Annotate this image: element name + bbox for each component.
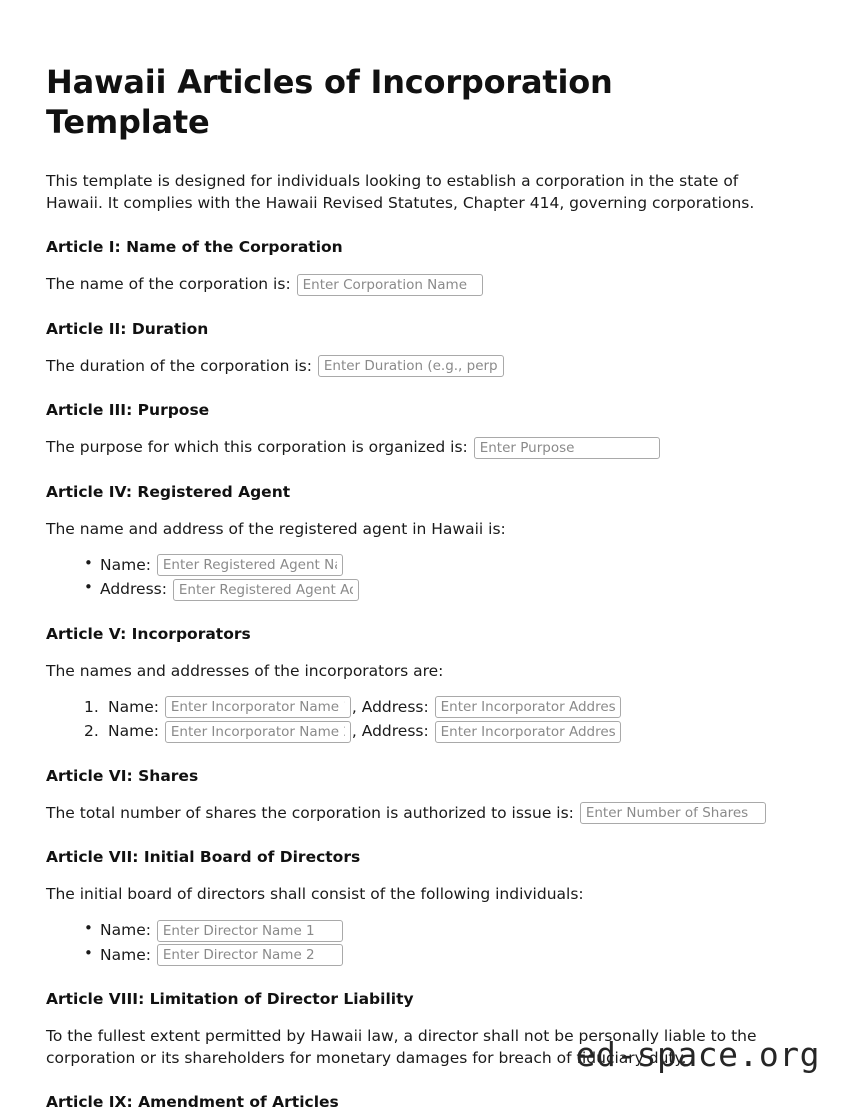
- article-iii-line: [46, 436, 798, 459]
- corporation-name-input[interactable]: [297, 274, 483, 296]
- page-title: Hawaii Articles of Incorporation Template: [46, 63, 613, 141]
- list-item: [84, 919, 798, 942]
- incorporator-2-address-label: Address:: [361, 722, 429, 740]
- corporation-name-label: The name of the corporation is:: [46, 275, 291, 293]
- director-1-label: Name:: [100, 921, 151, 939]
- article-v-line: The names and addresses of the incorporators are:: [46, 661, 444, 680]
- list-item: [84, 944, 798, 967]
- purpose-input[interactable]: [474, 437, 660, 459]
- purpose-label: The purpose for which this corporation is organized is:: [46, 438, 468, 456]
- incorporators-list: [46, 696, 798, 743]
- site-watermark: ed-space.org: [575, 1035, 820, 1074]
- article-i-line: [46, 273, 798, 296]
- duration-input[interactable]: [318, 355, 504, 377]
- intro-paragraph: This template is designed for individuals looking to establish a corporation in the state of Hawaii. It complies with the Hawaii Revised Statutes, Chapter 414, governing corporations.: [46, 172, 755, 212]
- incorporator-1-address-input[interactable]: [435, 696, 621, 718]
- article-vi-heading: Article VI: Shares: [46, 766, 199, 785]
- article-i-heading: Article I: Name of the Corporation: [46, 238, 343, 256]
- article-iii-heading: Article III: Purpose: [46, 401, 210, 419]
- registered-agent-name-input[interactable]: [157, 554, 343, 576]
- directors-list: [46, 919, 798, 966]
- director-2-label: Name:: [100, 945, 151, 964]
- article-vii-heading: Article VII: Initial Board of Directors: [46, 848, 361, 866]
- incorporator-2-name-label: Name:: [108, 722, 159, 740]
- duration-label: The duration of the corporation is:: [46, 356, 312, 375]
- list-item: [84, 554, 798, 577]
- shares-label: The total number of shares the corporation is authorized to issue is:: [46, 803, 574, 822]
- article-vii-line: The initial board of directors shall consist of the following individuals:: [46, 885, 584, 903]
- shares-input[interactable]: [580, 802, 766, 824]
- article-vi-line: [46, 802, 798, 825]
- incorporator-1-separator: ,: [351, 697, 362, 716]
- incorporator-1-address-label: Address:: [361, 697, 429, 716]
- list-item: [84, 720, 798, 743]
- registered-agent-address-label: Address:: [100, 580, 167, 598]
- article-ii-line: [46, 355, 798, 378]
- article-v-heading: Article V: Incorporators: [46, 624, 251, 643]
- registered-agent-name-label: Name:: [100, 555, 151, 574]
- registered-agent-address-input[interactable]: [173, 579, 359, 601]
- article-iv-line: The name and address of the registered agent in Hawaii is:: [46, 519, 506, 538]
- article-iv-heading: Article IV: Registered Agent: [46, 482, 291, 501]
- incorporator-1-name-input[interactable]: [165, 696, 351, 718]
- registered-agent-list: [46, 554, 798, 601]
- article-viii-body: To the fullest extent permitted by Hawaii law, a director shall not be personally liable to the corporation or its shareholders for monetary damages for breach of fiduciary duty.: [46, 1027, 757, 1067]
- article-ix-heading: Article IX: Amendment of Articles: [46, 1093, 339, 1111]
- article-viii-heading: Article VIII: Limitation of Director Liability: [46, 990, 414, 1008]
- incorporator-2-name-input[interactable]: [165, 721, 351, 743]
- list-item: [84, 578, 798, 601]
- director-1-input[interactable]: [157, 920, 343, 942]
- article-ii-heading: Article II: Duration: [46, 319, 209, 338]
- incorporator-2-address-input[interactable]: [435, 721, 621, 743]
- list-item: [84, 696, 798, 719]
- director-2-input[interactable]: [157, 944, 343, 966]
- incorporator-2-separator: ,: [351, 722, 362, 740]
- incorporator-1-name-label: Name:: [108, 697, 159, 716]
